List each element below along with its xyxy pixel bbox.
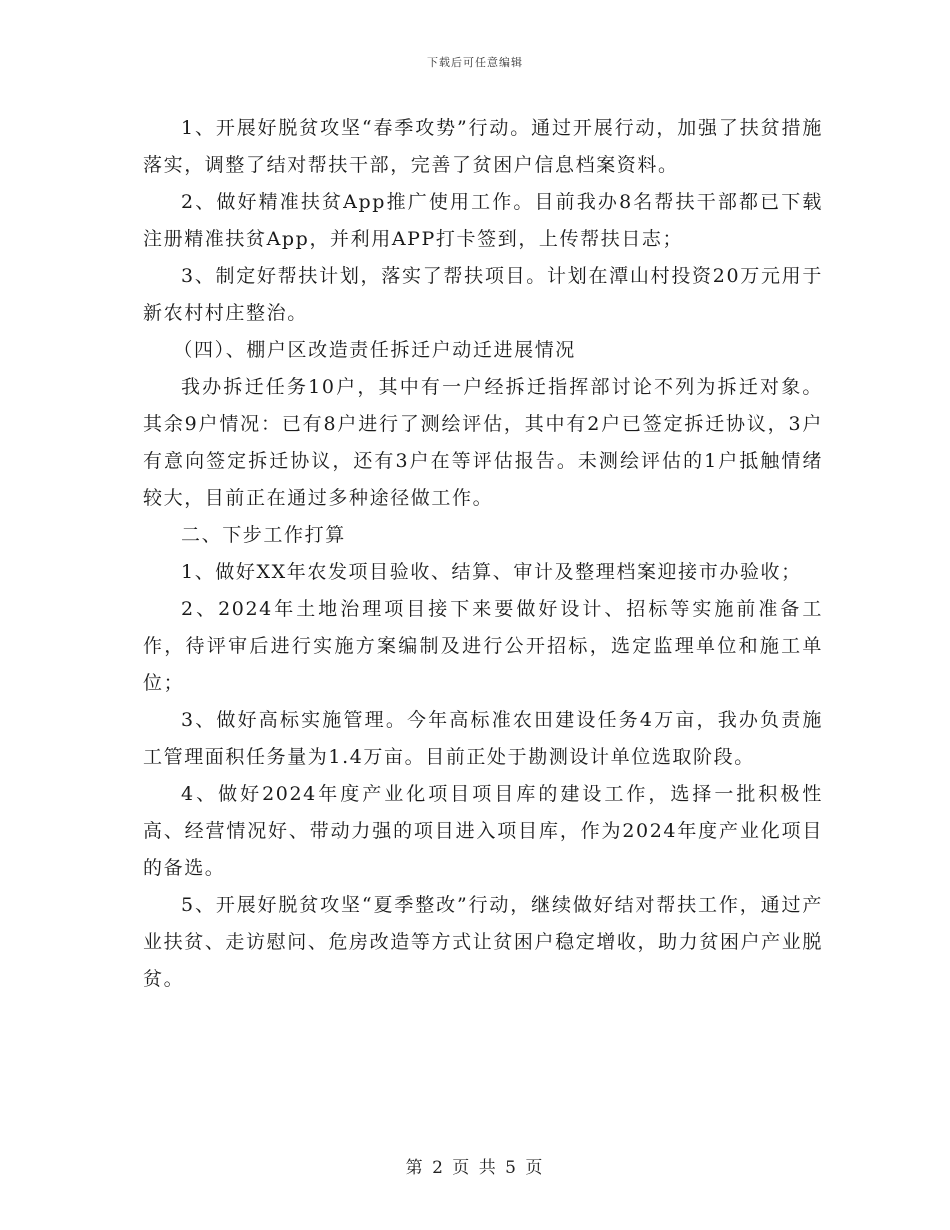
- paragraph-high-standard: 3、做好高标实施管理。今年高标准农田建设任务4万亩，我办负责施工管理面积任务量为1.4万亩。目前正处于勘测设计单位选取阶段。: [143, 709, 823, 768]
- section-heading-next-steps: 二、下步工作打算: [181, 524, 346, 546]
- paragraph-spring-campaign: 1、开展好脱贫攻坚“春季攻势”行动。通过开展行动，加强了扶贫措施落实，调整了结对帮扶干部，完善了贫困户信息档案资料。: [143, 117, 823, 176]
- header-note: 下载后可任意编辑: [427, 56, 523, 69]
- paragraph-industry-project: 4、做好2024年度产业化项目项目库的建设工作，选择一批积极性高、经营情况好、带动力强的项目进入项目库，作为2024年度产业化项目的备选。: [143, 783, 823, 879]
- document-body: [143, 110, 823, 998]
- paragraph-app-promotion: 2、做好精准扶贫App推广使用工作。目前我办8名帮扶干部都已下载注册精准扶贫App，并利用APP打卡签到，上传帮扶日志；: [143, 191, 823, 250]
- paragraph-assistance-plan: 3、制定好帮扶计划，落实了帮扶项目。计划在潭山村投资20万元用于新农村村庄整治。: [143, 265, 823, 324]
- paragraph-land-project: 2、2024年土地治理项目接下来要做好设计、招标等实施前准备工作，待评审后进行实施方案编制及进行公开招标，选定监理单位和施工单位；: [143, 598, 823, 694]
- paragraph-acceptance: 1、做好XX年农发项目验收、结算、审计及整理档案迎接市办验收；: [181, 561, 802, 583]
- page-number-footer: 第 2 页 共 5 页: [405, 1158, 545, 1178]
- paragraph-demolition-progress: 我办拆迁任务10户，其中有一户经拆迁指挥部讨论不列为拆迁对象。其余9户情况：已有8户进行了测绘评估，其中有2户已签定拆迁协议，3户有意向签定拆迁协议，还有3户在等评估报告。未测绘评估的1户抵触情绪较大，目前正在通过多种途径做工作。: [143, 376, 823, 509]
- paragraph-summer-campaign: 5、开展好脱贫攻坚“夏季整改”行动，继续做好结对帮扶工作，通过产业扶贫、走访慰问、危房改造等方式让贫困户稳定增收，助力贫困户产业脱贫。: [143, 894, 823, 990]
- section-heading-shantytown: （四）、棚户区改造责任拆迁户动迁进展情况: [173, 339, 576, 361]
